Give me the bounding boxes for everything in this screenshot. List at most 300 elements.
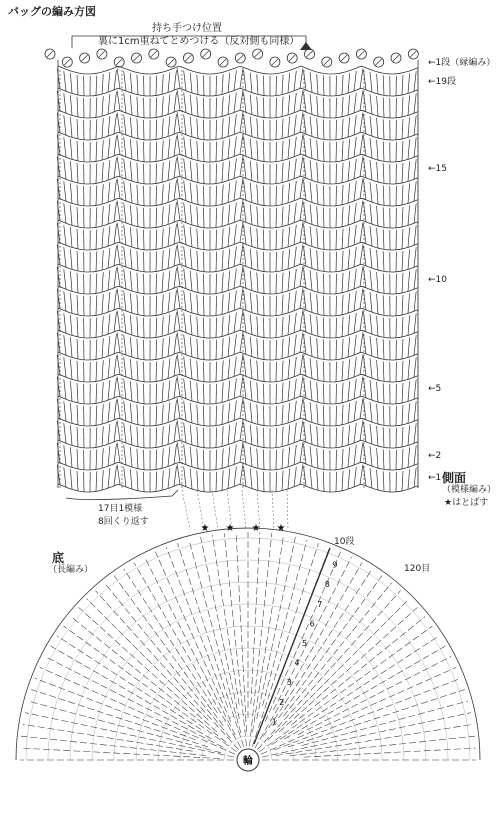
stitch-mark xyxy=(288,161,290,181)
stitch-mark xyxy=(257,426,258,446)
stitch-mark xyxy=(96,427,97,447)
stitch-mark xyxy=(174,136,177,156)
stitch-mark xyxy=(228,205,230,225)
radial-stitch xyxy=(45,657,223,748)
radial-stitch xyxy=(25,713,234,758)
stitch-mark xyxy=(323,274,324,294)
stitch-mark xyxy=(96,361,97,381)
stitch-mark xyxy=(108,182,110,202)
stitch-mark xyxy=(77,295,78,315)
stitch-mark xyxy=(300,266,303,286)
row-label-10: ←10 xyxy=(428,275,447,285)
stitch-mark xyxy=(114,136,117,156)
stitch-mark xyxy=(156,318,157,338)
stitch-mark xyxy=(124,181,126,201)
stitch-mark xyxy=(240,332,243,352)
stitch-mark xyxy=(184,401,186,421)
stitch-mark xyxy=(216,208,217,228)
stitch-mark xyxy=(370,314,372,334)
stitch-mark xyxy=(64,115,66,135)
stitch-mark xyxy=(317,96,318,116)
stitch-mark xyxy=(360,355,363,375)
radial-stitch xyxy=(105,583,231,738)
stitch-mark xyxy=(360,135,363,155)
stitch-mark xyxy=(317,162,318,182)
stitch-mark xyxy=(370,468,372,488)
stitch-mark xyxy=(240,112,243,132)
stitch-mark xyxy=(234,269,236,289)
stitch-mark xyxy=(144,208,145,228)
stitch-mark xyxy=(203,362,204,382)
stitch-mark xyxy=(190,249,192,269)
stitch-mark xyxy=(282,361,283,381)
stitch-mark xyxy=(96,383,97,403)
stitch-mark xyxy=(250,161,252,181)
stitch-mark xyxy=(102,118,103,138)
stitch-mark xyxy=(244,158,246,178)
stitch-mark xyxy=(124,379,126,399)
stitch-mark xyxy=(156,252,157,272)
stitch-mark xyxy=(257,228,258,248)
stitch-mark xyxy=(234,335,236,355)
stitch-mark xyxy=(222,184,223,204)
stitch-mark xyxy=(354,313,356,333)
stitch-mark xyxy=(294,137,296,157)
stitch-mark xyxy=(323,406,324,426)
stitch-mark xyxy=(257,316,258,336)
star-marker: ★ xyxy=(276,523,286,534)
stitch-mark xyxy=(263,98,264,118)
stitch-mark xyxy=(216,428,217,448)
stitch-mark xyxy=(137,405,138,425)
stitch-mark xyxy=(360,179,363,199)
stitch-mark xyxy=(276,406,277,426)
stitch-mark xyxy=(408,205,410,225)
stitch-mark xyxy=(383,273,384,293)
stitch-mark xyxy=(156,406,157,426)
stitch-mark xyxy=(348,403,350,423)
stitch-mark xyxy=(240,376,243,396)
stitch-mark xyxy=(184,247,186,267)
stitch-mark xyxy=(108,358,110,378)
stitch-mark xyxy=(244,136,246,156)
picot-stroke xyxy=(203,51,209,57)
stitch-mark xyxy=(288,337,290,357)
stitch-mark xyxy=(102,448,103,468)
stitch-mark xyxy=(124,269,126,289)
stitch-mark xyxy=(177,112,180,132)
stitch-mark xyxy=(162,184,163,204)
stitch-mark xyxy=(70,359,72,379)
stitch-mark xyxy=(190,293,192,313)
stitch-mark xyxy=(414,269,416,289)
stitch-mark xyxy=(108,336,110,356)
stitch-mark xyxy=(203,274,204,294)
stitch-mark xyxy=(108,248,110,268)
stitch-mark xyxy=(294,159,296,179)
picot-stroke xyxy=(151,51,157,57)
stitch-mark xyxy=(156,120,157,140)
stitch-mark xyxy=(414,71,416,91)
stitch-mark xyxy=(156,340,157,360)
stitch-mark xyxy=(64,269,66,289)
stitch-mark xyxy=(64,379,66,399)
stitch-mark xyxy=(288,117,290,137)
stitch-mark xyxy=(354,379,356,399)
stitch-mark xyxy=(162,228,163,248)
picot-stroke xyxy=(220,59,226,65)
stitch-mark xyxy=(222,162,223,182)
stitch-mark xyxy=(124,159,126,179)
stitch-mark xyxy=(257,206,258,226)
stitch-mark xyxy=(222,250,223,270)
stitch-mark xyxy=(184,71,186,91)
stitch-mark xyxy=(144,252,145,272)
stitch-mark xyxy=(263,296,264,316)
stitch-mark xyxy=(414,115,416,135)
stitch-mark xyxy=(310,336,312,356)
stitch-mark xyxy=(234,181,236,201)
stitch-mark xyxy=(294,401,296,421)
stitch-mark xyxy=(300,200,303,220)
stitch-mark xyxy=(190,205,192,225)
stitch-mark xyxy=(257,74,258,94)
stitch-mark xyxy=(222,404,223,424)
stitch-mark xyxy=(184,203,186,223)
stitch-mark xyxy=(117,223,120,243)
stitch-mark xyxy=(282,141,283,161)
stitch-mark xyxy=(383,251,384,271)
stitch-mark xyxy=(96,317,97,337)
stitch-mark xyxy=(300,244,303,264)
stitch-mark xyxy=(184,467,186,487)
stitch-mark xyxy=(240,134,243,154)
stitch-mark xyxy=(203,98,204,118)
stitch-mark xyxy=(114,70,117,90)
stitch-mark xyxy=(240,442,243,462)
stitch-mark xyxy=(96,339,97,359)
stitch-mark xyxy=(96,97,97,117)
stitch-mark xyxy=(162,294,163,314)
stitch-mark xyxy=(108,160,110,180)
stitch-mark xyxy=(64,181,66,201)
stitch-mark xyxy=(168,381,170,401)
stitch-mark xyxy=(240,200,243,220)
stitch-mark xyxy=(348,293,350,313)
stitch-mark xyxy=(108,94,110,114)
stitch-mark xyxy=(240,266,243,286)
stitch-mark xyxy=(240,68,243,88)
stitch-mark xyxy=(64,247,66,267)
stitch-mark xyxy=(257,338,258,358)
stitch-mark xyxy=(137,449,138,469)
stitch-mark xyxy=(300,354,303,374)
stitch-mark xyxy=(174,70,177,90)
stitch-mark xyxy=(244,180,246,200)
stitch-mark xyxy=(117,443,120,463)
stitch-mark xyxy=(222,470,223,490)
stitch-mark xyxy=(383,405,384,425)
stitch-mark xyxy=(414,159,416,179)
stitch-mark xyxy=(197,383,198,403)
stitch-mark xyxy=(70,403,72,423)
star-marker: ★ xyxy=(200,523,210,534)
stitch-mark xyxy=(377,206,378,226)
stitch-mark xyxy=(370,380,372,400)
stitch-mark xyxy=(288,227,290,247)
stitch-mark xyxy=(377,272,378,292)
join-guide xyxy=(212,490,218,530)
stitch-mark xyxy=(402,449,403,469)
stitch-mark xyxy=(288,73,290,93)
stitch-mark xyxy=(130,117,132,137)
stitch-mark xyxy=(174,378,177,398)
picot-stroke xyxy=(358,51,364,57)
stitch-mark xyxy=(114,444,117,464)
stitch-mark xyxy=(162,426,163,446)
stitch-mark xyxy=(190,381,192,401)
stitch-mark xyxy=(354,291,356,311)
stitch-mark xyxy=(300,156,303,176)
stitch-mark xyxy=(162,316,163,336)
stitch-mark xyxy=(114,92,117,112)
radial-stitch xyxy=(134,563,241,748)
picot-stroke xyxy=(393,55,399,61)
stitch-mark xyxy=(342,141,343,161)
stitch-mark xyxy=(130,447,132,467)
stitch-mark xyxy=(102,426,103,446)
star-skip-note: ★はとばす xyxy=(444,498,489,508)
stitch-mark xyxy=(114,400,117,420)
stitch-mark xyxy=(414,357,416,377)
stitch-mark xyxy=(360,377,363,397)
stitch-mark xyxy=(402,471,403,491)
stitch-mark xyxy=(108,380,110,400)
stitch-mark xyxy=(117,201,120,221)
stitch-mark xyxy=(228,293,230,313)
stitch-mark xyxy=(263,318,264,338)
stitch-mark xyxy=(354,181,356,201)
stitch-mark xyxy=(228,381,230,401)
stitch-mark xyxy=(130,249,132,269)
stitch-mark xyxy=(130,469,132,489)
stitch-mark xyxy=(300,442,303,462)
stitch-mark xyxy=(244,224,246,244)
stitch-mark xyxy=(197,163,198,183)
picot-stroke xyxy=(168,59,174,65)
stitch-mark xyxy=(117,113,120,133)
stitch-mark xyxy=(96,295,97,315)
stitch-mark xyxy=(300,90,303,110)
stitch-mark xyxy=(414,313,416,333)
stitch-mark xyxy=(336,76,337,96)
stitch-mark xyxy=(184,225,186,245)
stitch-mark xyxy=(402,141,403,161)
stitch-mark xyxy=(234,93,236,113)
stitch-mark xyxy=(197,339,198,359)
stitch-mark xyxy=(300,222,303,242)
stitch-mark xyxy=(263,340,264,360)
stitch-mark xyxy=(144,186,145,206)
stitch-mark xyxy=(124,247,126,267)
stitch-mark xyxy=(184,357,186,377)
stitch-mark xyxy=(263,362,264,382)
stitch-mark xyxy=(408,249,410,269)
stitch-mark xyxy=(383,295,384,315)
stitch-mark xyxy=(310,380,312,400)
stitch-mark xyxy=(263,230,264,250)
join-guide xyxy=(287,490,288,530)
stitch-mark xyxy=(323,186,324,206)
stitch-mark xyxy=(288,139,290,159)
stitch-mark xyxy=(117,377,120,397)
stitch-mark xyxy=(414,247,416,267)
stitch-mark xyxy=(228,271,230,291)
stitch-mark xyxy=(177,442,180,462)
stitch-mark xyxy=(323,98,324,118)
stitch-mark xyxy=(240,156,243,176)
stitch-mark xyxy=(96,163,97,183)
stitch-mark xyxy=(197,295,198,315)
stitch-mark xyxy=(77,75,78,95)
stitch-mark xyxy=(177,68,180,88)
stitch-mark xyxy=(137,339,138,359)
picot-stroke xyxy=(82,55,88,61)
stitch-mark xyxy=(383,185,384,205)
stitch-mark xyxy=(168,73,170,93)
stitch-mark xyxy=(310,292,312,312)
stitch-mark xyxy=(190,117,192,137)
picot-stroke xyxy=(410,51,416,57)
stitch-mark xyxy=(317,294,318,314)
stitch-mark xyxy=(257,162,258,182)
stitch-mark xyxy=(377,74,378,94)
stitch-mark xyxy=(317,140,318,160)
stitch-mark xyxy=(310,182,312,202)
radial-stitch xyxy=(302,701,468,746)
stitch-mark xyxy=(174,400,177,420)
stitch-mark xyxy=(102,470,103,490)
stitch-mark xyxy=(124,137,126,157)
stitch-mark xyxy=(96,207,97,227)
stitch-mark xyxy=(203,76,204,96)
stitch-mark xyxy=(190,271,192,291)
stitch-mark xyxy=(114,466,117,486)
stitch-mark xyxy=(117,399,120,419)
round-number: 8 xyxy=(324,580,330,590)
stitch-mark xyxy=(228,183,230,203)
stitch-mark xyxy=(342,229,343,249)
stitch-mark xyxy=(282,75,283,95)
stitch-mark xyxy=(288,95,290,115)
stitch-mark xyxy=(168,447,170,467)
stitch-mark xyxy=(257,470,258,490)
stitch-mark xyxy=(77,185,78,205)
stitch-mark xyxy=(184,423,186,443)
stitch-mark xyxy=(310,314,312,334)
stitch-mark xyxy=(108,468,110,488)
stitch-mark xyxy=(257,272,258,292)
stitch-mark xyxy=(64,423,66,443)
stitch-mark xyxy=(414,467,416,487)
picot-stroke xyxy=(134,55,140,61)
stitch-mark xyxy=(408,95,410,115)
stitch-mark xyxy=(177,332,180,352)
stitch-mark xyxy=(360,201,363,221)
stitch-mark xyxy=(323,428,324,448)
stitch-mark xyxy=(300,112,303,132)
stitch-mark xyxy=(144,164,145,184)
round-number: 7 xyxy=(317,599,323,609)
stitch-mark xyxy=(64,291,66,311)
stitch-mark xyxy=(197,185,198,205)
stitch-mark xyxy=(144,142,145,162)
radial-stitch xyxy=(31,690,208,748)
stitch-mark xyxy=(144,98,145,118)
radial-stitch xyxy=(35,678,196,740)
stitch-mark xyxy=(190,315,192,335)
radial-stitch xyxy=(288,690,465,748)
stitch-mark xyxy=(190,161,192,181)
row-label-2: ←2 xyxy=(428,451,442,461)
stitch-mark xyxy=(370,292,372,312)
stitch-mark xyxy=(190,227,192,247)
stitch-mark xyxy=(354,93,356,113)
stitch-mark xyxy=(114,422,117,442)
stitch-mark xyxy=(263,76,264,96)
stitch-mark xyxy=(177,310,180,330)
stitch-mark xyxy=(294,71,296,91)
stitch-mark xyxy=(184,93,186,113)
stitch-mark xyxy=(222,382,223,402)
radial-stitch xyxy=(236,532,246,732)
stitch-mark xyxy=(137,163,138,183)
stitch-mark xyxy=(402,75,403,95)
stitch-mark xyxy=(282,383,283,403)
stitch-mark xyxy=(124,225,126,245)
stitch-mark xyxy=(177,376,180,396)
stitch-mark xyxy=(323,164,324,184)
stitch-mark xyxy=(174,356,177,376)
stitch-mark xyxy=(294,313,296,333)
stitch-mark xyxy=(117,245,120,265)
stitch-mark xyxy=(108,402,110,422)
stitch-mark xyxy=(263,164,264,184)
stitch-mark xyxy=(228,161,230,181)
stitch-mark xyxy=(402,119,403,139)
stitch-mark xyxy=(354,269,356,289)
stitch-mark xyxy=(414,203,416,223)
stitch-mark xyxy=(130,315,132,335)
stitch-mark xyxy=(216,406,217,426)
stitch-mark xyxy=(408,469,410,489)
stitch-mark xyxy=(156,142,157,162)
stitch-mark xyxy=(96,229,97,249)
stitch-mark xyxy=(184,335,186,355)
stitch-mark xyxy=(168,227,170,247)
stitch-mark xyxy=(257,118,258,138)
stitch-mark xyxy=(222,140,223,160)
stitch-mark xyxy=(108,270,110,290)
stitch-mark xyxy=(234,225,236,245)
stitch-mark xyxy=(282,317,283,337)
stitch-mark xyxy=(383,361,384,381)
stitch-mark xyxy=(108,138,110,158)
stitch-mark xyxy=(174,290,177,310)
stitch-mark xyxy=(240,244,243,264)
stitch-mark xyxy=(288,293,290,313)
stitch-mark xyxy=(197,317,198,337)
